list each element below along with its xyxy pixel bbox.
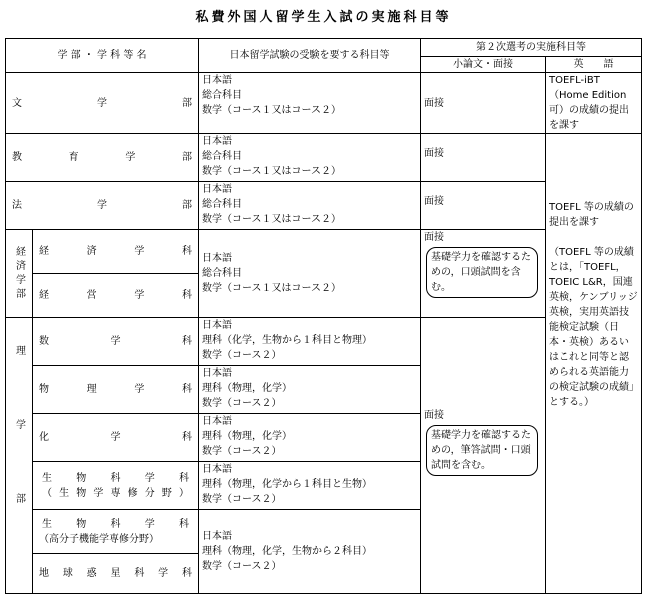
english-note: （TOEFL 等の成績とは，「TOEFL，TOEIC L&R，国連英検，ケンブリッジ英検，実用英語技能検定試験（日本・英検）あるいはこれと同等と認められる英語能力の検定試験の成績」とする。） <box>549 247 638 408</box>
eju-subjects: 日本語 理科（物理，化学） 数学（コース２） <box>199 414 421 462</box>
dept-name: 経 済 学 科 <box>33 230 199 274</box>
english-main: TOEFL 等の成績の提出を課す <box>549 202 634 228</box>
eju-subjects: 日本語 理科（物理，化学） 数学（コース２） <box>199 366 421 414</box>
eju-subjects: 日本語 総合科目 数学（コース１又はコース２） <box>199 134 421 182</box>
second-exam: 面接 <box>421 134 546 182</box>
header-english: 英 語 <box>546 57 642 73</box>
second-exam-note: 基礎学力を確認するための，口頭試問を含む。 <box>426 247 538 298</box>
eju-subjects: 日本語 理科（物理，化学から１科目と生物） 数学（コース２） <box>199 462 421 510</box>
dept-name: 地 球 惑 星 科 学 科 <box>33 554 199 594</box>
faculty-name: 教 育 学 部 <box>6 134 199 182</box>
second-exam: 面接 <box>421 182 546 230</box>
dept-name: 化 学 科 <box>33 414 199 462</box>
dept-name: 数 学 科 <box>33 318 199 366</box>
dept-name: 生 物 科 学 科 （生物学専修分野） <box>33 462 199 510</box>
second-exam: 面接 <box>421 73 546 134</box>
dept-name: 経 営 学 科 <box>33 274 199 318</box>
eju-subjects: 日本語 総合科目 数学（コース１又はコース２） <box>199 230 421 318</box>
header-second: 第２次選考の実施科目等 <box>421 39 642 57</box>
faculty-name: 法 学 部 <box>6 182 199 230</box>
header-essay: 小論文・面接 <box>421 57 546 73</box>
faculty-name-keizai: 経済学部 <box>6 230 33 318</box>
dept-name: 生 物 科 学 科 （高分子機能学専修分野） <box>33 510 199 554</box>
faculty-name-ri: 理学部 <box>6 318 33 594</box>
table-row <box>6 134 642 182</box>
eju-subjects: 日本語 総合科目 数学（コース１又はコース２） <box>199 73 421 134</box>
header-faculty: 学 部 ・ 学 科 等 名 <box>6 39 199 73</box>
eju-subjects: 日本語 総合科目 数学（コース１又はコース２） <box>199 182 421 230</box>
dept-name: 物 理 学 科 <box>33 366 199 414</box>
second-exam: 面接 基礎学力を確認するための，口頭試問を含む。 <box>421 230 546 318</box>
page-title: 私費外国人留学生入試の実施科目等 <box>195 10 452 25</box>
english-requirement-bun: TOEFL-iBT（Home Edition 可）の成績の提出を課す <box>546 73 642 134</box>
exam-subject-table <box>5 38 642 594</box>
second-exam-note: 基礎学力を確認するための，筆答試問・口頭試問を含む。 <box>426 425 538 476</box>
table-row <box>6 73 642 134</box>
english-requirement <box>546 134 642 594</box>
second-exam: 面接 基礎学力を確認するための，筆答試問・口頭試問を含む。 <box>421 318 546 594</box>
eju-subjects: 日本語 理科（物理，化学，生物から２科目） 数学（コース２） <box>199 510 421 594</box>
faculty-name: 文 学 部 <box>6 73 199 134</box>
header-eju: 日本留学試験の受験を要する科目等 <box>199 39 421 73</box>
eju-subjects: 日本語 理科（化学，生物から１科目と物理） 数学（コース２） <box>199 318 421 366</box>
